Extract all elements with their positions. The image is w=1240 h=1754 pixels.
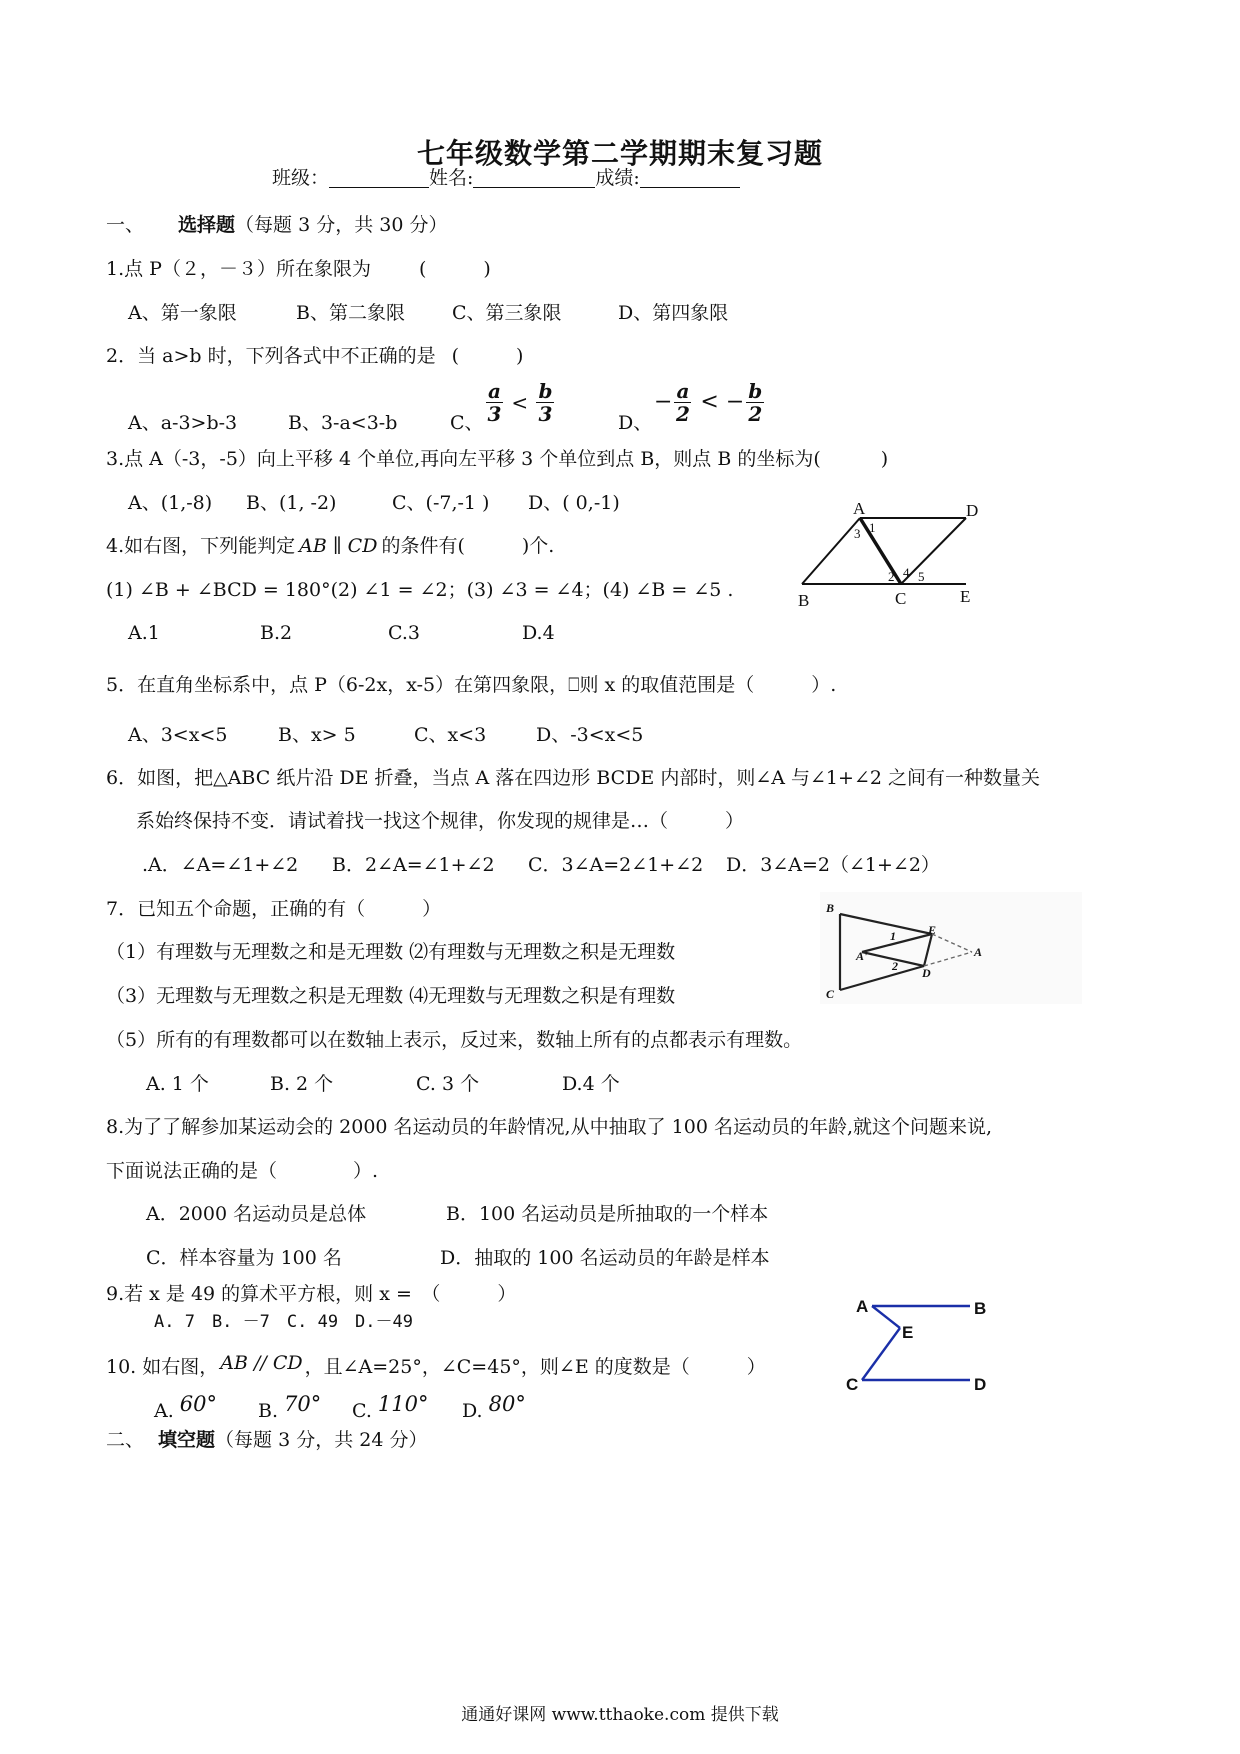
q10-option-c[interactable]: C. 110° (352, 1392, 429, 1422)
label-a: A (853, 499, 866, 518)
label-c: C (895, 589, 907, 608)
question-stem: 4.如右图，下列能判定 (106, 535, 296, 557)
question-3 (106, 448, 888, 471)
line-ab (802, 518, 860, 584)
question-10 (106, 1352, 766, 1379)
question-7: 7．已知五个命题，正确的有（ ） (106, 898, 442, 920)
math-parallel: AB // CD (220, 1352, 303, 1374)
score-blank[interactable] (640, 167, 740, 188)
q10-figure (840, 1290, 1010, 1400)
section-note: （每题 3 分，共 24 分） (215, 1429, 428, 1451)
score-label: 成绩: (595, 167, 640, 189)
question-stem-tail: ，且∠A=25°，∠C=45°，则∠E 的度数是（ ） (304, 1356, 766, 1378)
q4-figure (780, 490, 1000, 620)
q10-option-b[interactable]: B. 70° (258, 1392, 322, 1422)
label-angle-5: 5 (918, 569, 925, 584)
label-d: D (922, 966, 931, 980)
section-name: 填空题 (158, 1429, 216, 1451)
math-parallel: AB ∥ CD (299, 535, 378, 557)
label-angle-3: 3 (854, 526, 861, 541)
label-a: A (856, 1297, 869, 1316)
line-cd (901, 518, 966, 584)
answer-paren[interactable]: ) (880, 448, 889, 470)
q1-option-b[interactable]: B、第二象限 (296, 302, 405, 324)
q6-option-b[interactable]: B．2∠A=∠1+∠2 (332, 854, 495, 876)
q7-option-c[interactable]: C. 3 个 (416, 1073, 480, 1095)
q2-option-d[interactable]: D、 (618, 412, 653, 434)
line-ec (862, 1328, 900, 1380)
label-c: C (826, 987, 835, 1001)
q8-option-a[interactable]: A．2000 名运动员是总体 (146, 1203, 367, 1225)
q4-option-d[interactable]: D.4 (522, 622, 555, 644)
label-d: D (974, 1375, 987, 1394)
question-2 (106, 345, 523, 368)
label-b: B (826, 901, 835, 915)
label-angle-4: 4 (903, 565, 910, 580)
label-e: E (902, 1323, 914, 1342)
label-a: A (974, 945, 983, 959)
q1-option-c[interactable]: C、第三象限 (452, 302, 562, 324)
q8-option-d[interactable]: D．抽取的 100 名运动员的年龄是样本 (440, 1247, 770, 1269)
q5-option-a[interactable]: A、3<x<5 (128, 724, 228, 746)
label-angle-1: 1 (890, 929, 896, 943)
q7-option-b[interactable]: B. 2 个 (270, 1073, 334, 1095)
q2-option-a[interactable]: A、a-3>b-3 (128, 412, 238, 434)
label-angle-2: 2 (888, 569, 895, 584)
question-stem: 10. 如右图， (106, 1356, 219, 1378)
line-ae (872, 1306, 900, 1328)
question-1 (106, 258, 491, 281)
label-angle-1: 1 (869, 520, 876, 535)
q1-option-a[interactable]: A、第一象限 (128, 302, 237, 324)
q2-option-c[interactable]: C、 (450, 412, 484, 434)
section-number: 二、 (106, 1429, 145, 1451)
q4-option-b[interactable]: B.2 (260, 622, 293, 644)
q5-option-c[interactable]: C、x<3 (414, 724, 487, 746)
q2-option-b[interactable]: B、3-a<3-b (288, 412, 398, 434)
q2-fraction-c: $\frac{a}{3}$ < $\frac{b}{3}$ (487, 379, 553, 426)
question-8-line-2: 下面说法正确的是（ ）. (106, 1160, 379, 1182)
question-5: 5．在直角坐标系中，点 P（6-2x，x-5）在第四象限，⎕则 x 的取值范围是（ ）. (106, 674, 837, 696)
q10-option-a[interactable]: A. 60° (154, 1392, 217, 1422)
answer-paren[interactable]: ( ) (451, 345, 524, 367)
section-1-heading (106, 214, 447, 237)
q7-option-d[interactable]: D.4 个 (562, 1073, 620, 1095)
q7-item-3-4: （3）无理数与无理数之积是无理数 ⑷无理数与无理数之积是有理数 (106, 985, 676, 1007)
section-2-heading (106, 1429, 427, 1452)
label-e: E (928, 923, 937, 937)
q5-option-b[interactable]: B、x> 5 (278, 724, 356, 746)
q3-option-a[interactable]: A、(1,-8) (128, 492, 213, 514)
q2-fraction-d: − $\frac{a}{2}$ < − $\frac{b}{2}$ (654, 379, 763, 426)
label-c: C (846, 1375, 859, 1394)
student-info-line (272, 167, 740, 190)
q4-option-c[interactable]: C.3 (388, 622, 420, 644)
q8-option-b[interactable]: B．100 名运动员是所抽取的一个样本 (446, 1203, 769, 1225)
q7-option-a[interactable]: A. 1 个 (146, 1073, 209, 1095)
q6-figure (820, 892, 1082, 1004)
q8-option-c[interactable]: C．样本容量为 100 名 (146, 1247, 342, 1269)
q4-option-a[interactable]: A.1 (128, 622, 160, 644)
q3-option-c[interactable]: C、(-7,-1 ) (392, 492, 490, 514)
class-blank[interactable] (329, 167, 429, 188)
page-title: 七年级数学第二学期期末复习题 (416, 137, 823, 170)
q3-option-b[interactable]: B、(1, -2) (246, 492, 337, 514)
class-label: 班级： (272, 167, 330, 189)
footer-credit: 通通好课网 www.tthaoke.com 提供下载 (461, 1705, 779, 1725)
q10-option-d[interactable]: D. 80° (462, 1392, 526, 1422)
name-blank[interactable] (473, 167, 595, 188)
question-stem: 2．当 a>b 时，下列各式中不正确的是 (106, 345, 436, 367)
q6-option-d[interactable]: D．3∠A=2（∠1+∠2） (726, 854, 940, 876)
q1-option-d[interactable]: D、第四象限 (618, 302, 729, 324)
question-6-line-1: 6．如图，把△ABC 纸片沿 DE 折叠，当点 A 落在四边形 BCDE 内部时，则∠A 与∠1+∠2 之间有一种数量关 (106, 767, 1040, 789)
name-label: 姓名: (429, 167, 474, 189)
label-d: D (966, 501, 979, 520)
q3-option-d[interactable]: D、( 0,-1) (528, 492, 620, 514)
q9-options[interactable]: A. 7 B. －7 C. 49 D.－49 (154, 1312, 413, 1332)
question-stem: 1.点 P（２，－３）所在象限为 (106, 258, 371, 280)
question-4 (106, 535, 554, 558)
label-b: B (798, 591, 810, 610)
question-9: 9.若 x 是 49 的算术平方根，则 x = （ ） (106, 1283, 517, 1305)
question-stem-tail: 的条件有( )个. (381, 535, 555, 557)
q4-conditions: (1) ∠B + ∠BCD = 180°(2) ∠1 = ∠2；(3) ∠3 = ∠4；(4) ∠B = ∠5 . (106, 579, 734, 601)
q7-item-1-2: （1）有理数与无理数之和是无理数 ⑵有理数与无理数之积是无理数 (106, 941, 676, 963)
section-note: （每题 3 分，共 30 分） (235, 214, 448, 236)
q7-item-5: （5）所有的有理数都可以在数轴上表示，反过来，数轴上所有的点都表示有理数。 (106, 1029, 803, 1051)
q6-option-c[interactable]: C．3∠A=2∠1+∠2 (528, 854, 704, 876)
question-6-line-2: 系始终保持不变．请试着找一找这个规律，你发现的规律是…（ ） (136, 810, 745, 832)
section-number: 一、 (106, 214, 145, 236)
label-a-prime: A' (856, 949, 868, 963)
label-angle-2: 2 (892, 959, 898, 973)
line-ac (860, 518, 901, 584)
q5-option-d[interactable]: D、-3<x<5 (536, 724, 644, 746)
q6-option-a[interactable]: .A．∠A=∠1+∠2 (142, 854, 299, 876)
question-8-line-1: 8.为了了解参加某运动会的 2000 名运动员的年龄情况,从中抽取了 100 名运动员的年龄,就这个问题来说, (106, 1116, 993, 1138)
section-name: 选择题 (178, 214, 236, 236)
answer-paren[interactable]: ( ) (418, 258, 491, 280)
question-stem: 3.点 A（-3，-5）向上平移 4 个单位,再向左平移 3 个单位到点 B，则点 B 的坐标为( (106, 448, 821, 470)
label-b: B (974, 1299, 987, 1318)
label-e: E (960, 587, 971, 606)
